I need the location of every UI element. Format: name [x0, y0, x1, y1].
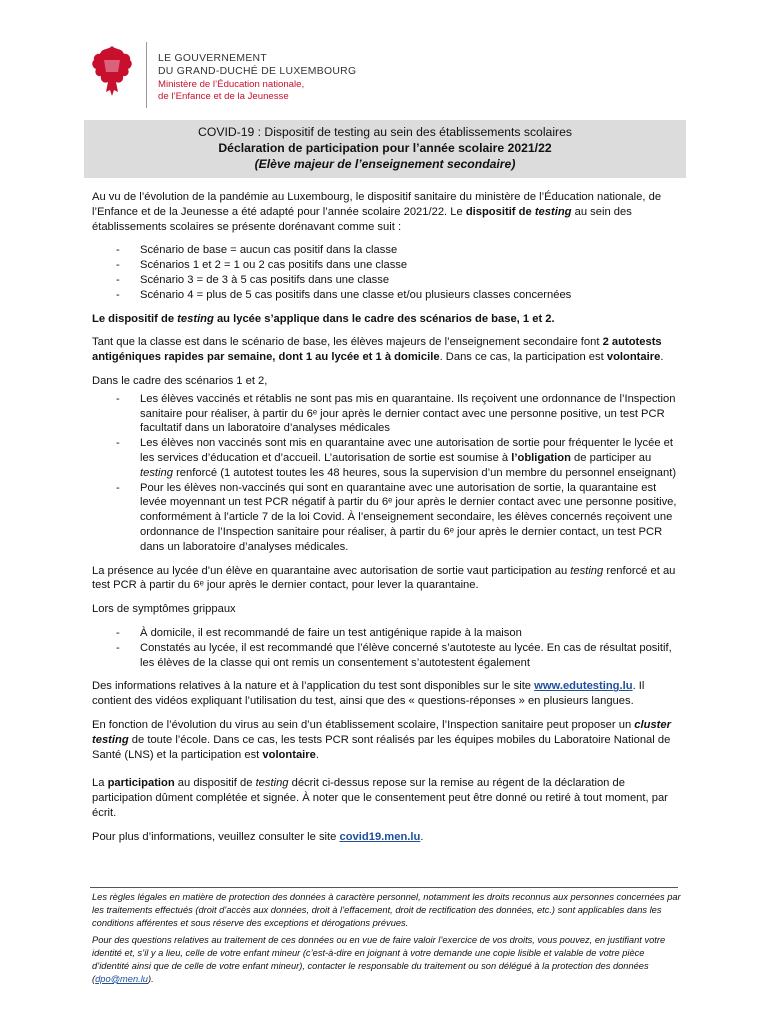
title-line-2: Déclaration de participation pour l’année scolaire 2021/22 — [218, 141, 552, 155]
cluster-paragraph — [92, 718, 682, 762]
document-body — [92, 190, 682, 853]
document-title — [84, 120, 686, 178]
list-item: - Scénario de base = aucun cas positif dans la classe — [92, 243, 682, 258]
dpo-email-link[interactable]: dpo@men.lu — [95, 973, 148, 984]
base-text-end: . — [660, 351, 664, 364]
list-item: - À domicile, il est recommandé de faire un test antigénique rapide à la maison — [92, 626, 682, 641]
more-text-end: . — [420, 830, 424, 843]
footer-notice — [92, 891, 682, 991]
more-info-paragraph — [92, 830, 682, 845]
applies-paragraph — [92, 312, 682, 327]
participation-italic: testing — [255, 777, 289, 790]
participation-text-end: décrit ci-dessus repose sur la remise au régent de la déclaration de participation dûment complétée et signée. À noter que le consentement peut être donné ou retiré à tout moment, par écrit. — [92, 777, 668, 819]
government-name — [158, 52, 356, 78]
intro-bold: dispositif de — [465, 205, 535, 218]
list-item: - Pour les élèves non-vaccinés qui sont en quarantaine avec une autorisation de sortie, la quarantaine est levée moyennant un test PCR négatif à partir du 6ᵉ jour après le dernier contact avec une personne positive, conformément à l’article 7 de la loi Covid. À l’enseignement secondaire, les élèves concernés reçoivent une ordonnance de l’Inspection sanitaire pour réaliser, à partir du 6ᵉ jour après le dernier contact, un test PCR dans un laboratoire d’analyses médicales. — [92, 481, 682, 555]
presence-text-end: renforcé et au test PCR à partir du 6ᵉ jour après le dernier contact, pour lever la quarantaine. — [92, 564, 676, 592]
applies-text: Le dispositif de — [92, 312, 178, 325]
more-text: Pour plus d’informations, veuillez consulter le site — [92, 830, 340, 843]
cluster-text-end: . — [315, 748, 319, 761]
cluster-bold-italic: cluster testing — [92, 718, 671, 746]
contact-text-end: ). — [147, 973, 154, 984]
participation-bold: participation — [107, 777, 175, 790]
info-text: Des informations relatives à la nature et à l’application du test sont disponibles sur le site — [92, 680, 535, 693]
title-line-1: COVID-19 : Dispositif de testing au sein des établissements scolaires — [198, 125, 572, 139]
scenario-list — [92, 243, 682, 302]
presence-paragraph — [92, 564, 682, 594]
scenario-12-list — [92, 392, 682, 555]
list-item: - Constatés au lycée, il est recommandé que l’élève concerné s’autoteste au lycée. En cas de résultat positif, les élèves de la classe qui ont remis un consentement s’autotestent également — [92, 641, 682, 671]
participation-paragraph — [92, 776, 682, 820]
intro-text: Au vu de l’évolution de la pandémie au Luxembourg, le dispositif sanitaire du ministère de l’Éducation nationale, de l’Enfance et de la Jeunesse a été adapté pour l’année scolaire 2021/22. Le — [92, 191, 662, 218]
cluster-text-2: de toute l’école. Dans ce cas, les tests PCR sont réalisés par les équipes mobiles du Laboratoire National de Santé (LNS) et la participation est — [92, 733, 671, 761]
list-item: - Les élèves vaccinés et rétablis ne sont pas mis en quarantaine. Ils reçoivent une ordonnance de l’Inspection sanitaire pour réaliser, à partir du 6ᵉ jour après le dernier contact avec une personne positive, un test PCR facultatif dans un laboratoire d’analyses médicales — [92, 392, 682, 436]
item2-bold: l’obligation — [511, 451, 571, 464]
presence-text: La présence au lycée d’un élève en quarantaine avec autorisation de sortie vaut participation au — [92, 564, 571, 577]
legal-notice: Les règles légales en matière de protection des données à caractère personnel, notamment les droits reconnus aux personnes concernées par les traitements effectués (droit d’accès aux données, droit à l’effacement, droit de rectification des données, etc.) sont applicables dans les conditions afférentes et sous réserve des exceptions et dérogations prévues. — [92, 892, 681, 928]
list-item — [92, 436, 682, 480]
applies-text-end: au lycée s’applique dans le cadre des scénarios de base, 1 et 2. — [213, 312, 555, 325]
intro-text-end: au sein des établissements scolaires se présente dorénavant comme suit : — [92, 205, 632, 233]
list-item: - Scénario 4 = plus de 5 cas positifs dans une classe et/ou plusieurs classes concernées — [92, 288, 682, 303]
government-logo — [88, 40, 418, 110]
base-bold-2: volontaire — [606, 351, 661, 364]
presence-italic: testing — [570, 564, 604, 577]
gov-line-1: LE GOUVERNEMENT — [158, 53, 267, 64]
scenario-12-intro: Dans le cadre des scénarios 1 et 2, — [92, 374, 268, 387]
item2-text-end: renforcé (1 autotest toutes les 48 heures, sous la supervision d’un membre du personnel enseignant) — [172, 466, 677, 479]
applies-italic: testing — [177, 312, 214, 325]
symptoms-list — [92, 626, 682, 670]
contact-notice — [92, 934, 682, 985]
base-text-2: . Dans ce cas, la participation est — [439, 351, 607, 364]
edutesting-link[interactable]: www.edutesting.lu — [534, 680, 633, 693]
intro-paragraph — [92, 190, 682, 234]
gov-line-2: DU GRAND-DUCHÉ DE LUXEMBOURG — [158, 66, 357, 77]
symptoms-intro: Lors de symptômes grippaux — [92, 603, 236, 616]
contact-text: Pour des questions relatives au traitement de ces données ou en vue de faire valoir l’exercice de vos droits, vous pouvez, en justifiant votre identité et, s’il y a lieu, celle de votre enfant mineur (c’est-à-dire en joignant à votre demande une copie lisible et valable de votre pièce d’identité ainsi que de celle de votre enfant mineur), contacter le responsable du traitement ou son délégué à la protection des données ( — [92, 935, 666, 984]
logo-divider — [146, 42, 147, 108]
ministry-name — [158, 79, 304, 103]
list-item: - Scénario 3 = de 3 à 5 cas positifs dans une classe — [92, 273, 682, 288]
info-text-end: . Il contient des vidéos expliquant l’utilisation du test, ainsi que des « questions-réponses » en plusieurs langues. — [92, 680, 645, 708]
cluster-text: En fonction de l’évolution du virus au sein d’un établissement scolaire, l’Inspection sanitaire peut proposer un — [92, 718, 635, 731]
cluster-bold: volontaire — [262, 748, 316, 761]
covid19-link[interactable]: covid19.men.lu — [339, 830, 421, 843]
ministry-line-1: Ministère de l’Éducation nationale, — [158, 79, 305, 90]
list-item: - Scénarios 1 et 2 = 1 ou 2 cas positifs dans une classe — [92, 258, 682, 273]
item2-italic: testing — [140, 466, 173, 479]
item2-text-2: de participer au — [570, 451, 652, 464]
ministry-line-2: de l’Enfance et de la Jeunesse — [158, 91, 289, 102]
participation-text-2: au dispositif de — [174, 777, 256, 790]
title-line-3: (Elève majeur de l’enseignement secondaire) — [254, 157, 516, 171]
base-bold: 2 autotests antigéniques rapides par semaine, dont 1 au lycée et 1 à domicile — [92, 336, 662, 364]
red-lion-icon — [88, 42, 136, 100]
info-paragraph — [92, 679, 682, 709]
base-scenario-paragraph — [92, 335, 682, 365]
footer-divider — [90, 887, 678, 888]
participation-text: La — [92, 777, 108, 790]
item2-text: Les élèves non vaccinés sont mis en quarantaine avec une autorisation de sortie pour fréquenter le lycée et les services d’éducation et d’accueil. L’autorisation de sortie est soumise à — [140, 437, 673, 464]
intro-bold-italic: testing — [534, 205, 572, 218]
base-text: Tant que la classe est dans le scénario de base, les élèves majeurs de l’enseignement secondaire font — [92, 336, 603, 349]
